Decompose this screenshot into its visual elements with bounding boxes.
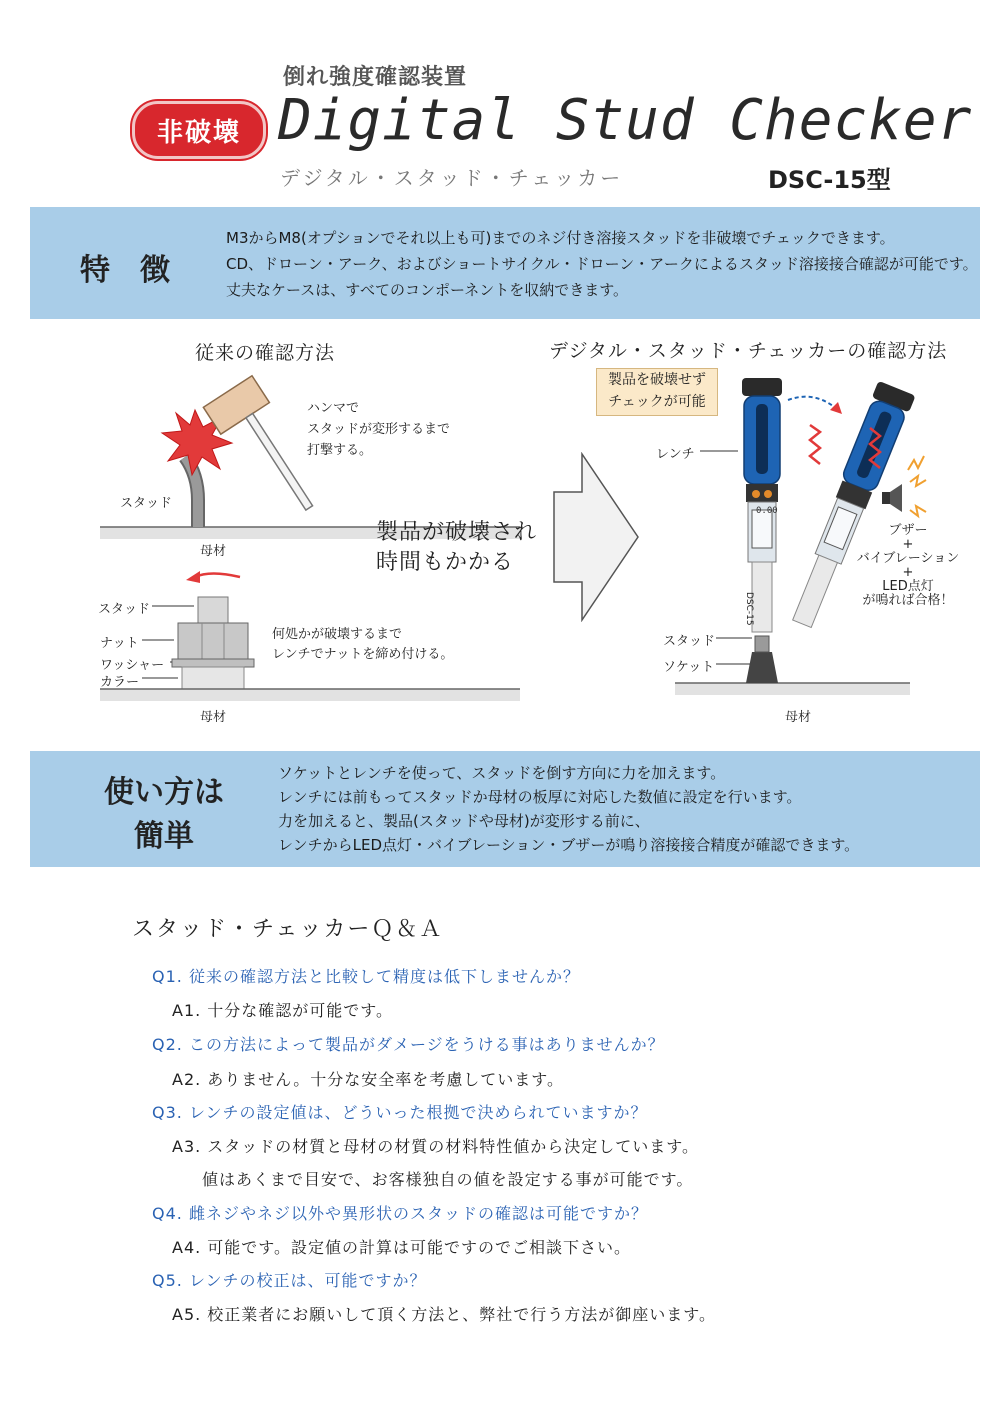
features-label: 特 徴 xyxy=(80,253,170,288)
feature-line: CD、ドローン・アーク、およびショートサイクル・ドローン・アークによるスタッド溶接接合確認が可能です。 xyxy=(226,255,978,273)
question-3: Q3. レンチの設定値は、どういった根拠で決められていますか？ xyxy=(152,1103,648,1122)
digital-heading: デジタル・スタッド・チェッカーの確認方法 xyxy=(549,340,948,362)
feature-line: 丈夫なケースは、すべてのコンポーネントを収納できます。 xyxy=(226,281,629,299)
problem-callout: 製品が破壊され 時間もかかる xyxy=(376,520,538,575)
product-category: 倒れ強度確認装置 xyxy=(283,65,468,90)
socket xyxy=(746,652,778,683)
no-damage-note: 製品を破壊せず チェックが可能 xyxy=(596,368,718,416)
washer xyxy=(172,659,254,667)
transition-arrow xyxy=(552,452,640,622)
answer-4: A4. 可能です。設定値の計算は可能ですのでご相談下さい。 xyxy=(172,1238,632,1257)
stud-label: スタッド xyxy=(120,496,173,511)
usage-label: 使い方は 簡単 xyxy=(104,775,224,854)
features-text xyxy=(226,225,978,303)
base-label-digital: 母材 xyxy=(785,710,812,725)
model-number: DSC-15型 xyxy=(768,166,891,194)
product-title-kana: デジタル・スタッド・チェッカー xyxy=(280,166,624,190)
washer-label: ワッシャー xyxy=(100,658,165,673)
tool-marking: DSC-15 xyxy=(744,592,754,626)
wrench-note: 何処かが破壊するまで レンチでナットを締め付ける。 xyxy=(272,627,454,662)
qa-title: スタッド・チェッカーＱ＆Ａ xyxy=(132,917,444,942)
features-band xyxy=(30,207,980,319)
nut xyxy=(178,623,248,659)
pass-note: ブザー + バイブレーション + LED点灯 が鳴れば合格！ xyxy=(856,523,960,608)
usage-text: ソケットとレンチを使って、スタッドを倒す方向に力を加えます。 レンチには前もってスタッドか母材の板厚に対応した数値に設定を行います。 力を加えると、製品(スタッドや母材)が変形する前に、 レンチからLED点灯・バイブレーション・ブザーが鳴り溶接接合精度が確認できます。 xyxy=(278,764,860,854)
display-readout: 0.00 xyxy=(756,506,778,516)
rotation-arrow xyxy=(195,574,240,578)
non-destructive-badge: 非破壊 xyxy=(132,101,266,159)
hammer-note: ハンマで スタッドが変形するまで 打撃する。 xyxy=(307,401,451,458)
answer-3: A3. スタッドの材質と母材の材質の材料特性値から決定しています。 xyxy=(172,1137,700,1156)
collar xyxy=(182,667,244,689)
usage-band xyxy=(30,751,980,867)
base-label-2: 母材 xyxy=(200,710,227,725)
question-2: Q2. この方法によって製品がダメージをうける事はありませんか？ xyxy=(152,1035,665,1054)
motion-arrow xyxy=(788,397,838,410)
socket-label: ソケット xyxy=(663,660,715,675)
feature-line: M3からM8(オプションでそれ以上も可)までのネジ付き溶接スタッドを非破壊でチェックできます。 xyxy=(226,229,895,247)
collar-label: カラー xyxy=(100,675,140,690)
nut-label: ナット xyxy=(100,636,139,651)
answer-1: A1. 十分な確認が可能です。 xyxy=(172,1001,394,1020)
question-4: Q4. 雌ネジやネジ以外や異形状のスタッドの確認は可能ですか？ xyxy=(152,1204,648,1223)
buzzer-icon xyxy=(882,456,926,516)
question-1: Q1. 従来の確認方法と比較して精度は低下しませんか？ xyxy=(152,967,580,986)
base-label: 母材 xyxy=(200,544,227,559)
question-5: Q5. レンチの校正は、可能ですか？ xyxy=(152,1271,427,1290)
wrench-label: レンチ xyxy=(656,447,695,462)
product-title: Digital Stud Checker xyxy=(278,88,973,153)
conventional-heading: 従来の確認方法 xyxy=(195,342,336,364)
vibration-lines xyxy=(810,425,820,464)
answer-5: A5. 校正業者にお願いして頂く方法と、弊社で行う方法が御座います。 xyxy=(172,1305,717,1324)
stud-label-digital: スタッド xyxy=(663,634,716,649)
stud-label-2: スタッド xyxy=(98,602,151,617)
answer-3-cont: 値はあくまで目安で、お客様独自の値を設定する事が可能です。 xyxy=(202,1170,694,1189)
answer-2: A2. ありません。十分な安全率を考慮しています。 xyxy=(172,1070,564,1089)
